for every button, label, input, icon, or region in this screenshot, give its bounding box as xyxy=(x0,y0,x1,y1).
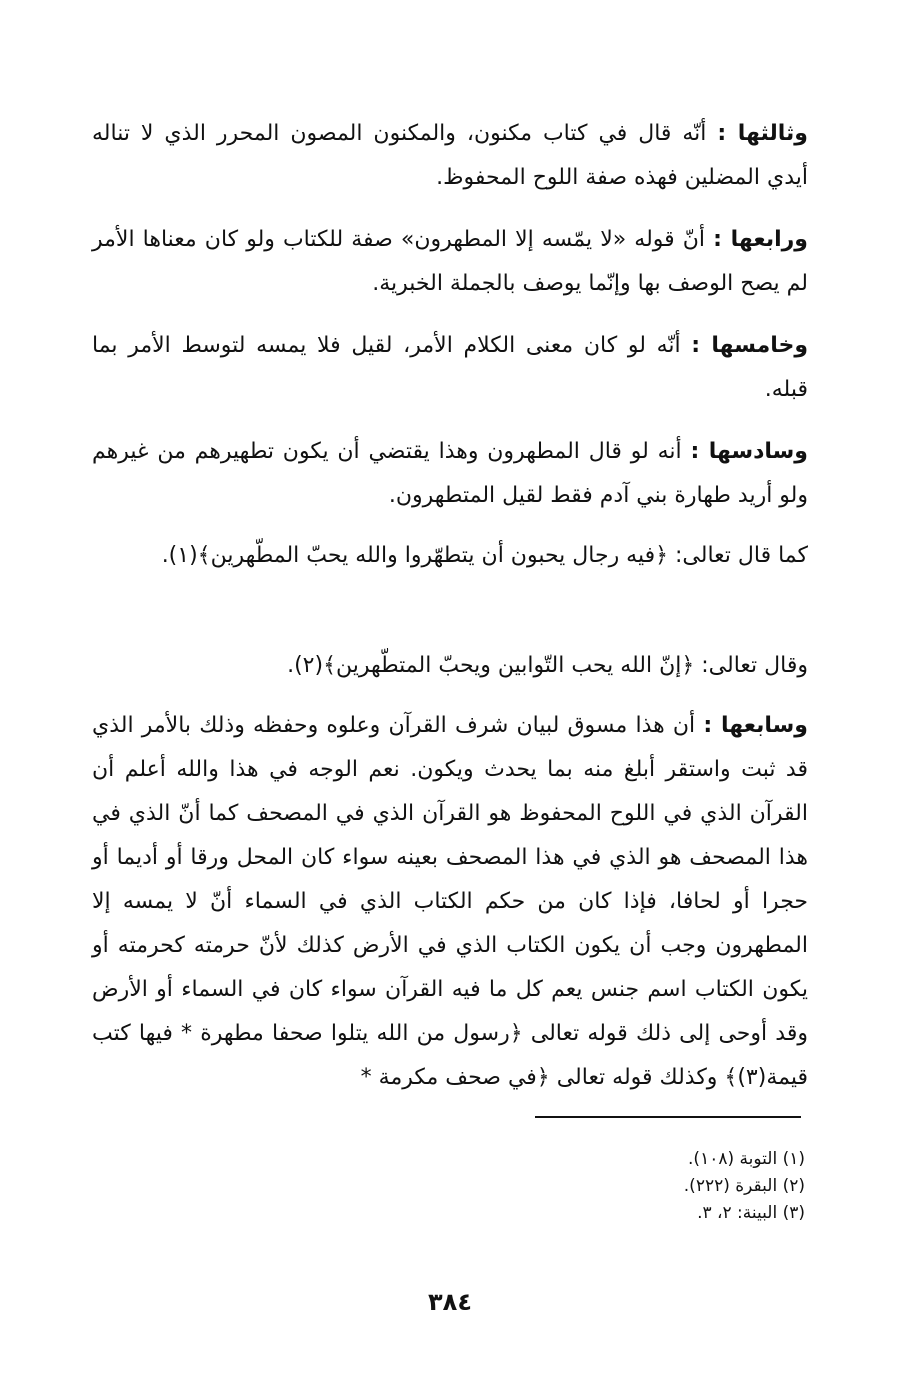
footnote-item: (٣) البينة: ٢، ٣. xyxy=(697,1203,805,1223)
paragraph-lead: ورابعها : xyxy=(713,227,808,252)
footnote-divider xyxy=(535,1116,801,1118)
footnote-item: (٢) البقرة (٢٢٢). xyxy=(683,1176,805,1196)
paragraph-fourth xyxy=(92,218,808,306)
paragraph-lead: وثالثها : xyxy=(717,121,808,146)
paragraph-text: أنّ قوله «لا يمّسه إلا المطهرون» صفة للكتاب ولو كان معناها الأمر لم يصح الوصف بها وإنّما يوصف بالجملة الخبرية. xyxy=(92,227,808,296)
paragraph-lead: وسابعها : xyxy=(703,713,808,738)
paragraph-verse-two xyxy=(92,644,808,688)
paragraph-text: وقال تعالى: ﴿إنّ الله يحب التّوابين ويحبّ المتطّهرين﴾(٢). xyxy=(287,653,808,678)
paragraph-sixth xyxy=(92,430,808,518)
paragraph-verse-one xyxy=(92,534,808,578)
paragraph-text: أنه لو قال المطهرون وهذا يقتضي أن يكون تطهيرهم من غيرهم ولو أريد طهارة بني آدم فقط لقيل المتطهرون. xyxy=(92,439,808,508)
paragraph xyxy=(92,534,808,578)
footnotes xyxy=(450,1146,805,1227)
paragraph-text: أنّه لو كان معنى الكلام الأمر، لقيل فلا يمسه لتوسط الأمر بما قبله. xyxy=(92,333,808,402)
paragraph xyxy=(92,704,808,1100)
paragraph-third xyxy=(92,112,808,200)
paragraph-text: كما قال تعالى: ﴿فيه رجال يحبون أن يتطهّروا والله يحبّ المطّهرين﴾(١). xyxy=(161,543,808,568)
footnote-item: (١) التوبة (١٠٨). xyxy=(688,1149,805,1169)
paragraph xyxy=(92,218,808,306)
paragraph xyxy=(92,430,808,518)
paragraph-seventh xyxy=(92,704,808,1100)
page-number: ٣٨٤ xyxy=(428,1288,472,1316)
paragraph-lead: وخامسها : xyxy=(691,333,809,358)
paragraph xyxy=(92,324,808,412)
paragraph-fifth xyxy=(92,324,808,412)
paragraph xyxy=(92,112,808,200)
paragraph-lead: وسادسها : xyxy=(690,439,808,464)
paragraph xyxy=(92,644,808,688)
paragraph-text: أنّه قال في كتاب مكنون، والمكنون المصون المحرر الذي لا تناله أيدي المضلين فهذه صفة اللوح المحفوظ. xyxy=(92,121,808,190)
paragraph-text: أن هذا مسوق لبيان شرف القرآن وعلوه وحفظه وذلك بالأمر الذي قد ثبت واستقر أبلغ منه بما يحدث ويكون. نعم الوجه في هذا والله أعلم أن القرآن الذي في اللوح المحفوظ هو القرآن الذي في المصحف كما أنّ الذي في هذا المصحف هو الذي في هذا المصحف بعينه سواء كان المحل ورقا أو أديما أو حجرا أو لحافا، فإذا كان من حكم الكتاب الذي في السماء أنّ لا يمسه إلا المطهرون وجب أن يكون الكتاب الذي في الأرض كذلك لأنّ حرمته كحرمته أو يكون الكتاب اسم جنس يعم كل ما فيه القرآن سواء كان في السماء أو الأرض وقد أوحى إلى ذلك قوله تعالى ﴿رسول من الله يتلوا صحفا مطهرة * فيها كتب قيمة(٣)﴾ وكذلك قوله تعالى ﴿في صحف مكرمة * xyxy=(92,713,808,1090)
